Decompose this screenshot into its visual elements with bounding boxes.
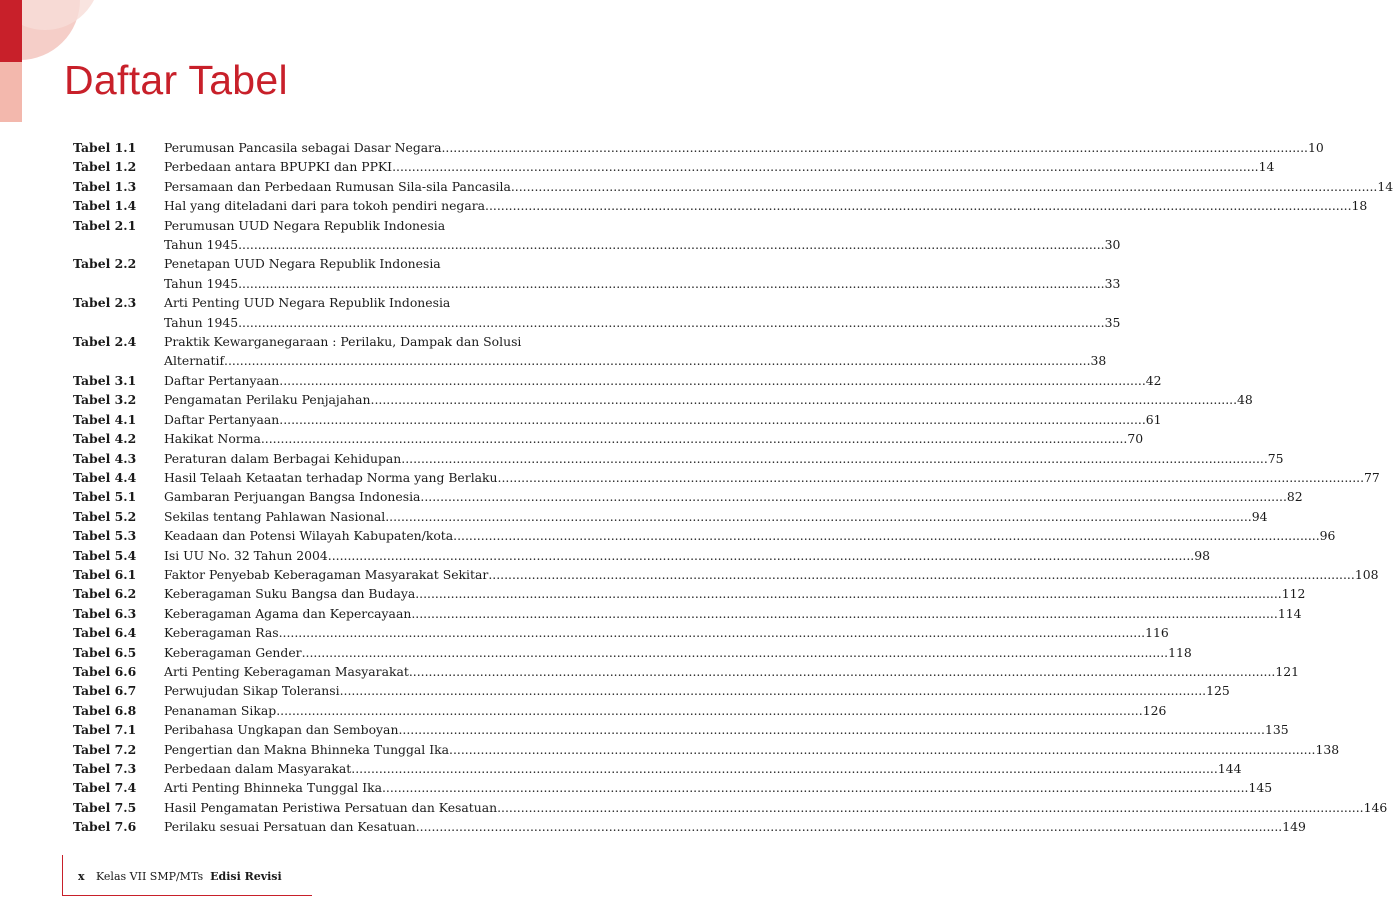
toc-entry[interactable] [73, 565, 1379, 584]
dot-leader: ............................................................................................................................................................................................................................ [327, 547, 1195, 563]
entry-body [164, 604, 1302, 623]
toc-entry[interactable] [73, 254, 1121, 293]
toc-entry[interactable] [73, 701, 1167, 720]
page-ref: 75 [1267, 450, 1284, 466]
entry-body [164, 254, 1121, 293]
table-label: Tabel 6.7 [73, 683, 137, 699]
toc-entry[interactable] [73, 487, 1303, 506]
toc-entry[interactable] [73, 177, 1393, 196]
toc-entry[interactable] [73, 662, 1300, 681]
page-ref: 112 [1281, 586, 1306, 602]
dot-leader: ............................................................................................................................................................................................................................ [497, 799, 1364, 815]
toc-entry[interactable] [73, 410, 1162, 429]
table-label: Tabel 2.4 [73, 334, 137, 350]
page-footer [0, 855, 638, 895]
dot-leader: ............................................................................................................................................................................................................................ [441, 140, 1308, 155]
page-ref: 10 [1307, 140, 1324, 155]
dot-leader: ............................................................................................................................................................................................................................ [238, 275, 1105, 291]
table-title: Peribahasa Ungkapan dan Semboyan [164, 722, 399, 738]
table-title: Pengamatan Perilaku Penjajahan [164, 392, 371, 408]
table-label: Tabel 6.5 [73, 644, 137, 660]
toc-entry[interactable] [73, 196, 1368, 215]
entry-line [164, 662, 1300, 681]
page-ref: 135 [1264, 722, 1289, 738]
entry-line [164, 254, 545, 273]
page-ref: 145 [1248, 780, 1273, 796]
dot-leader: ............................................................................................................................................................................................................................ [385, 508, 1252, 524]
table-label: Tabel 7.2 [73, 741, 137, 757]
dot-leader: ............................................................................................................................................................................................................................ [497, 469, 1365, 485]
entry-body [164, 138, 1324, 157]
table-title: Perbedaan antara BPUPKI dan PPKI [164, 159, 393, 175]
entry-body [164, 468, 1380, 487]
dot-leader: ............................................................................................................................................................................................................................ [415, 586, 1282, 602]
table-title: Daftar Pertanyaan [164, 372, 280, 388]
toc-entry[interactable] [73, 740, 1340, 759]
entry-line [164, 235, 1121, 254]
toc-entry[interactable] [73, 604, 1302, 623]
dot-leader: ............................................................................................................................................................................................................................ [260, 431, 1128, 447]
entry-body [164, 216, 1121, 255]
table-title: Keadaan dan Potensi Wilayah Kabupaten/kota [164, 528, 454, 544]
entry-line [164, 507, 1268, 526]
page-ref: 14 [1258, 159, 1275, 175]
entry-line [164, 449, 1284, 468]
toc-entry[interactable] [73, 429, 1144, 448]
entry-line [164, 546, 1211, 565]
entry-body [164, 390, 1253, 409]
entry-body [164, 177, 1393, 196]
toc-entry[interactable] [73, 584, 1306, 603]
toc-entry[interactable] [73, 681, 1230, 700]
entry-body [164, 332, 1107, 371]
entry-line [164, 429, 1144, 448]
table-title: Perilaku sesuai Persatuan dan Kesatuan [164, 819, 416, 835]
table-title: Perumusan UUD Negara Republik Indonesia [164, 217, 446, 233]
entry-body [164, 507, 1268, 526]
toc-entry[interactable] [73, 798, 1388, 817]
table-label: Tabel 4.4 [73, 469, 137, 485]
table-title: Penetapan UUD Negara Republik Indonesia [164, 256, 441, 272]
entry-line [164, 643, 1192, 662]
table-title: Arti Penting UUD Negara Republik Indonesia [164, 295, 451, 311]
page-ref: 70 [1127, 431, 1144, 447]
toc-entry[interactable] [73, 507, 1268, 526]
table-title: Persamaan dan Perbedaan Rumusan Sila-sila Pancasila [164, 178, 511, 194]
book-title-text: Kelas VII SMP/MTs [96, 870, 204, 883]
dot-leader: ............................................................................................................................................................................................................................ [449, 741, 1316, 757]
table-title: Arti Penting Bhinneka Tunggal Ika [164, 780, 382, 796]
toc-entry[interactable] [73, 817, 1306, 836]
entry-line [164, 817, 1306, 836]
table-title: Perumusan Pancasila sebagai Dasar Negara [164, 140, 442, 155]
table-title: Faktor Penyebab Keberagaman Masyarakat Sekitar [164, 566, 489, 582]
toc-entry[interactable] [73, 778, 1273, 797]
table-label: Tabel 2.3 [73, 295, 137, 311]
entry-body [164, 778, 1273, 797]
entry-line [164, 720, 1289, 739]
entry-body [164, 798, 1388, 817]
table-label: Tabel 2.1 [73, 217, 137, 233]
dot-leader: ............................................................................................................................................................................................................................ [224, 353, 1091, 369]
table-title: Penanaman Sikap [164, 702, 277, 718]
table-list [73, 138, 1393, 837]
table-title: Hakikat Norma [164, 431, 261, 447]
table-title: Alternatif [164, 353, 225, 369]
toc-entry[interactable] [73, 623, 1169, 642]
toc-entry[interactable] [73, 332, 1107, 371]
entry-line [164, 332, 545, 351]
entry-line [164, 351, 1107, 370]
edition-label: Edisi Revisi [210, 870, 282, 883]
page-ref: 30 [1104, 237, 1121, 253]
entry-line [164, 196, 1368, 215]
page-ref: 98 [1194, 547, 1211, 563]
entry-body [164, 487, 1303, 506]
entry-body [164, 623, 1169, 642]
footer-divider [62, 855, 63, 895]
entry-body [164, 662, 1300, 681]
table-label: Tabel 4.3 [73, 450, 137, 466]
entry-body [164, 196, 1368, 215]
table-label: Tabel 5.2 [73, 508, 137, 524]
table-label: Tabel 1.2 [73, 159, 137, 175]
dot-leader: ............................................................................................................................................................................................................................ [453, 528, 1320, 544]
page-ref: 35 [1104, 314, 1121, 330]
entry-line [164, 313, 1121, 332]
entry-line [164, 778, 1273, 797]
page-title: Daftar Tabel [64, 57, 288, 103]
toc-entry[interactable] [73, 546, 1211, 565]
entry-line [164, 177, 1393, 196]
page-ref: 116 [1145, 625, 1169, 641]
dot-leader: ............................................................................................................................................................................................................................ [279, 372, 1146, 388]
page-ref: 108 [1354, 566, 1379, 582]
entry-body [164, 371, 1162, 390]
page-ref: 146 [1363, 799, 1388, 815]
toc-entry[interactable] [73, 449, 1284, 468]
page-ref: 149 [1282, 819, 1306, 835]
entry-body [164, 720, 1289, 739]
entry-body [164, 584, 1306, 603]
entry-line [164, 468, 1380, 487]
dot-leader: ............................................................................................................................................................................................................................ [392, 159, 1259, 175]
dot-leader: ............................................................................................................................................................................................................................ [408, 663, 1276, 679]
entry-body [164, 701, 1167, 720]
dot-leader: ............................................................................................................................................................................................................................ [351, 761, 1218, 776]
table-label: Tabel 7.4 [73, 780, 137, 796]
entry-line [164, 604, 1302, 623]
table-label: Tabel 6.3 [73, 605, 137, 621]
table-label: Tabel 5.1 [73, 489, 137, 505]
toc-entry[interactable] [73, 157, 1275, 176]
dot-leader: ............................................................................................................................................................................................................................ [278, 625, 1146, 641]
entry-body [164, 565, 1379, 584]
page-ref: 126 [1142, 702, 1167, 718]
entry-body [164, 293, 1121, 332]
table-title: Keberagaman Gender [164, 644, 302, 660]
page-ref: 125 [1206, 683, 1230, 699]
table-title: Daftar Pertanyaan [164, 411, 280, 427]
toc-entry[interactable] [73, 371, 1162, 390]
dot-leader: ............................................................................................................................................................................................................................ [279, 411, 1146, 427]
table-label: Tabel 6.2 [73, 586, 137, 602]
table-label: Tabel 1.1 [73, 140, 137, 155]
table-title: Hal yang diteladani dari para tokoh pendiri negara [164, 198, 486, 214]
table-title: Praktik Kewarganegaraan : Perilaku, Dampak dan Solusi [164, 334, 522, 350]
dot-leader: ............................................................................................................................................................................................................................ [370, 392, 1238, 408]
page-ref: 118 [1168, 644, 1192, 660]
page-ref: 138 [1315, 741, 1340, 757]
page-ref: 61 [1145, 411, 1162, 427]
page-ref: 144 [1217, 761, 1242, 776]
table-title: Gambaran Perjuangan Bangsa Indonesia [164, 489, 421, 505]
entry-line [164, 759, 1242, 778]
entry-line [164, 740, 1340, 759]
page-ref: 77 [1364, 469, 1380, 485]
entry-line [164, 157, 1275, 176]
table-label: Tabel 6.6 [73, 663, 137, 679]
table-title: Tahun 1945 [164, 237, 239, 253]
dot-leader: ............................................................................................................................................................................................................................ [401, 450, 1268, 466]
dot-leader: ............................................................................................................................................................................................................................ [238, 237, 1105, 253]
entry-body [164, 157, 1275, 176]
table-title: Perbedaan dalam Masyarakat [164, 761, 352, 776]
table-title: Keberagaman Agama dan Kepercayaan [164, 605, 412, 621]
table-label: Tabel 5.4 [73, 547, 137, 563]
table-title: Keberagaman Suku Bangsa dan Budaya [164, 586, 416, 602]
toc-entry[interactable] [73, 216, 1121, 255]
toc-entry[interactable] [73, 390, 1253, 409]
table-label: Tabel 7.1 [73, 722, 137, 738]
entry-line [164, 410, 1162, 429]
table-label: Tabel 3.2 [73, 392, 137, 408]
table-label: Tabel 2.2 [73, 256, 137, 272]
entry-line [164, 293, 545, 312]
entry-body [164, 681, 1230, 700]
dot-leader: ............................................................................................................................................................................................................................ [510, 178, 1378, 194]
table-label: Tabel 7.3 [73, 761, 137, 776]
side-color-block [0, 62, 22, 122]
table-title: Tahun 1945 [164, 314, 239, 330]
toc-entry[interactable] [73, 526, 1336, 545]
dot-leader: ............................................................................................................................................................................................................................ [398, 722, 1265, 738]
entry-body [164, 546, 1211, 565]
table-title: Pengertian dan Makna Bhinneka Tunggal Ika [164, 741, 449, 757]
page-ref: 114 [1277, 605, 1302, 621]
entry-line [164, 274, 1121, 293]
page-ref: 94 [1251, 508, 1268, 524]
entry-line [164, 701, 1167, 720]
page-ref: 38 [1090, 353, 1107, 369]
dot-leader: ............................................................................................................................................................................................................................ [301, 644, 1169, 660]
page-ref: 33 [1104, 275, 1121, 291]
entry-body [164, 429, 1144, 448]
table-label: Tabel 6.8 [73, 702, 137, 718]
page-ref: 42 [1145, 372, 1162, 388]
table-label: Tabel 4.2 [73, 431, 137, 447]
page-ref: 48 [1237, 392, 1253, 408]
entry-line [164, 371, 1162, 390]
table-label: Tabel 3.1 [73, 372, 137, 388]
table-title: Perwujudan Sikap Toleransi [164, 683, 340, 699]
table-title: Hasil Telaah Ketaatan terhadap Norma yang Berlaku [164, 469, 498, 485]
table-label: Tabel 7.5 [73, 799, 137, 815]
dot-leader: ............................................................................................................................................................................................................................ [415, 819, 1283, 835]
entry-body [164, 526, 1336, 545]
page-ref: 14 [1377, 178, 1393, 194]
dot-leader: ............................................................................................................................................................................................................................ [381, 780, 1249, 796]
entry-line [164, 681, 1230, 700]
dot-leader: ............................................................................................................................................................................................................................ [411, 605, 1278, 621]
toc-entry[interactable] [73, 643, 1192, 662]
page-ref: 96 [1319, 528, 1336, 544]
toc-entry[interactable] [73, 293, 1121, 332]
dot-leader: ............................................................................................................................................................................................................................ [339, 683, 1207, 699]
dot-leader: ............................................................................................................................................................................................................................ [238, 314, 1105, 330]
red-margin-bar [0, 0, 22, 62]
dot-leader: ............................................................................................................................................................................................................................ [420, 489, 1287, 505]
entry-body [164, 410, 1162, 429]
entry-line [164, 138, 1324, 157]
page-ref: 82 [1286, 489, 1303, 505]
dot-leader: ............................................................................................................................................................................................................................ [485, 198, 1352, 214]
toc-entry[interactable] [73, 759, 1242, 778]
table-label: Tabel 1.4 [73, 198, 137, 214]
page-ref: 18 [1351, 198, 1368, 214]
entry-line [164, 798, 1388, 817]
page-ref: 121 [1275, 663, 1300, 679]
entry-body [164, 449, 1284, 468]
entry-body [164, 643, 1192, 662]
table-label: Tabel 1.3 [73, 178, 137, 194]
toc-entry[interactable] [73, 468, 1380, 487]
toc-entry[interactable] [73, 138, 1324, 157]
table-label: Tabel 4.1 [73, 411, 137, 427]
table-title: Sekilas tentang Pahlawan Nasional [164, 508, 386, 524]
dot-leader: ............................................................................................................................................................................................................................ [488, 566, 1355, 582]
table-label: Tabel 7.6 [73, 819, 137, 835]
book-title [96, 870, 282, 883]
entry-body [164, 759, 1242, 778]
table-label: Tabel 6.4 [73, 625, 137, 641]
toc-entry[interactable] [73, 720, 1289, 739]
dot-leader: ............................................................................................................................................................................................................................ [276, 702, 1143, 718]
table-label: Tabel 6.1 [73, 566, 137, 582]
page-number: x [78, 870, 85, 883]
entry-line [164, 390, 1253, 409]
entry-line [164, 623, 1169, 642]
table-title: Keberagaman Ras [164, 625, 279, 641]
entry-line [164, 584, 1306, 603]
table-title: Tahun 1945 [164, 275, 239, 291]
table-title: Arti Penting Keberagaman Masyarakat [164, 663, 409, 679]
entry-line [164, 487, 1303, 506]
table-title: Peraturan dalam Berbagai Kehidupan [164, 450, 402, 466]
footer-underline [62, 895, 312, 896]
table-title: Hasil Pengamatan Peristiwa Persatuan dan Kesatuan [164, 799, 498, 815]
entry-line [164, 565, 1379, 584]
entry-body [164, 817, 1306, 836]
entry-line [164, 526, 1336, 545]
table-title: Isi UU No. 32 Tahun 2004 [164, 547, 328, 563]
table-label: Tabel 5.3 [73, 528, 137, 544]
entry-body [164, 740, 1340, 759]
entry-line [164, 216, 545, 235]
